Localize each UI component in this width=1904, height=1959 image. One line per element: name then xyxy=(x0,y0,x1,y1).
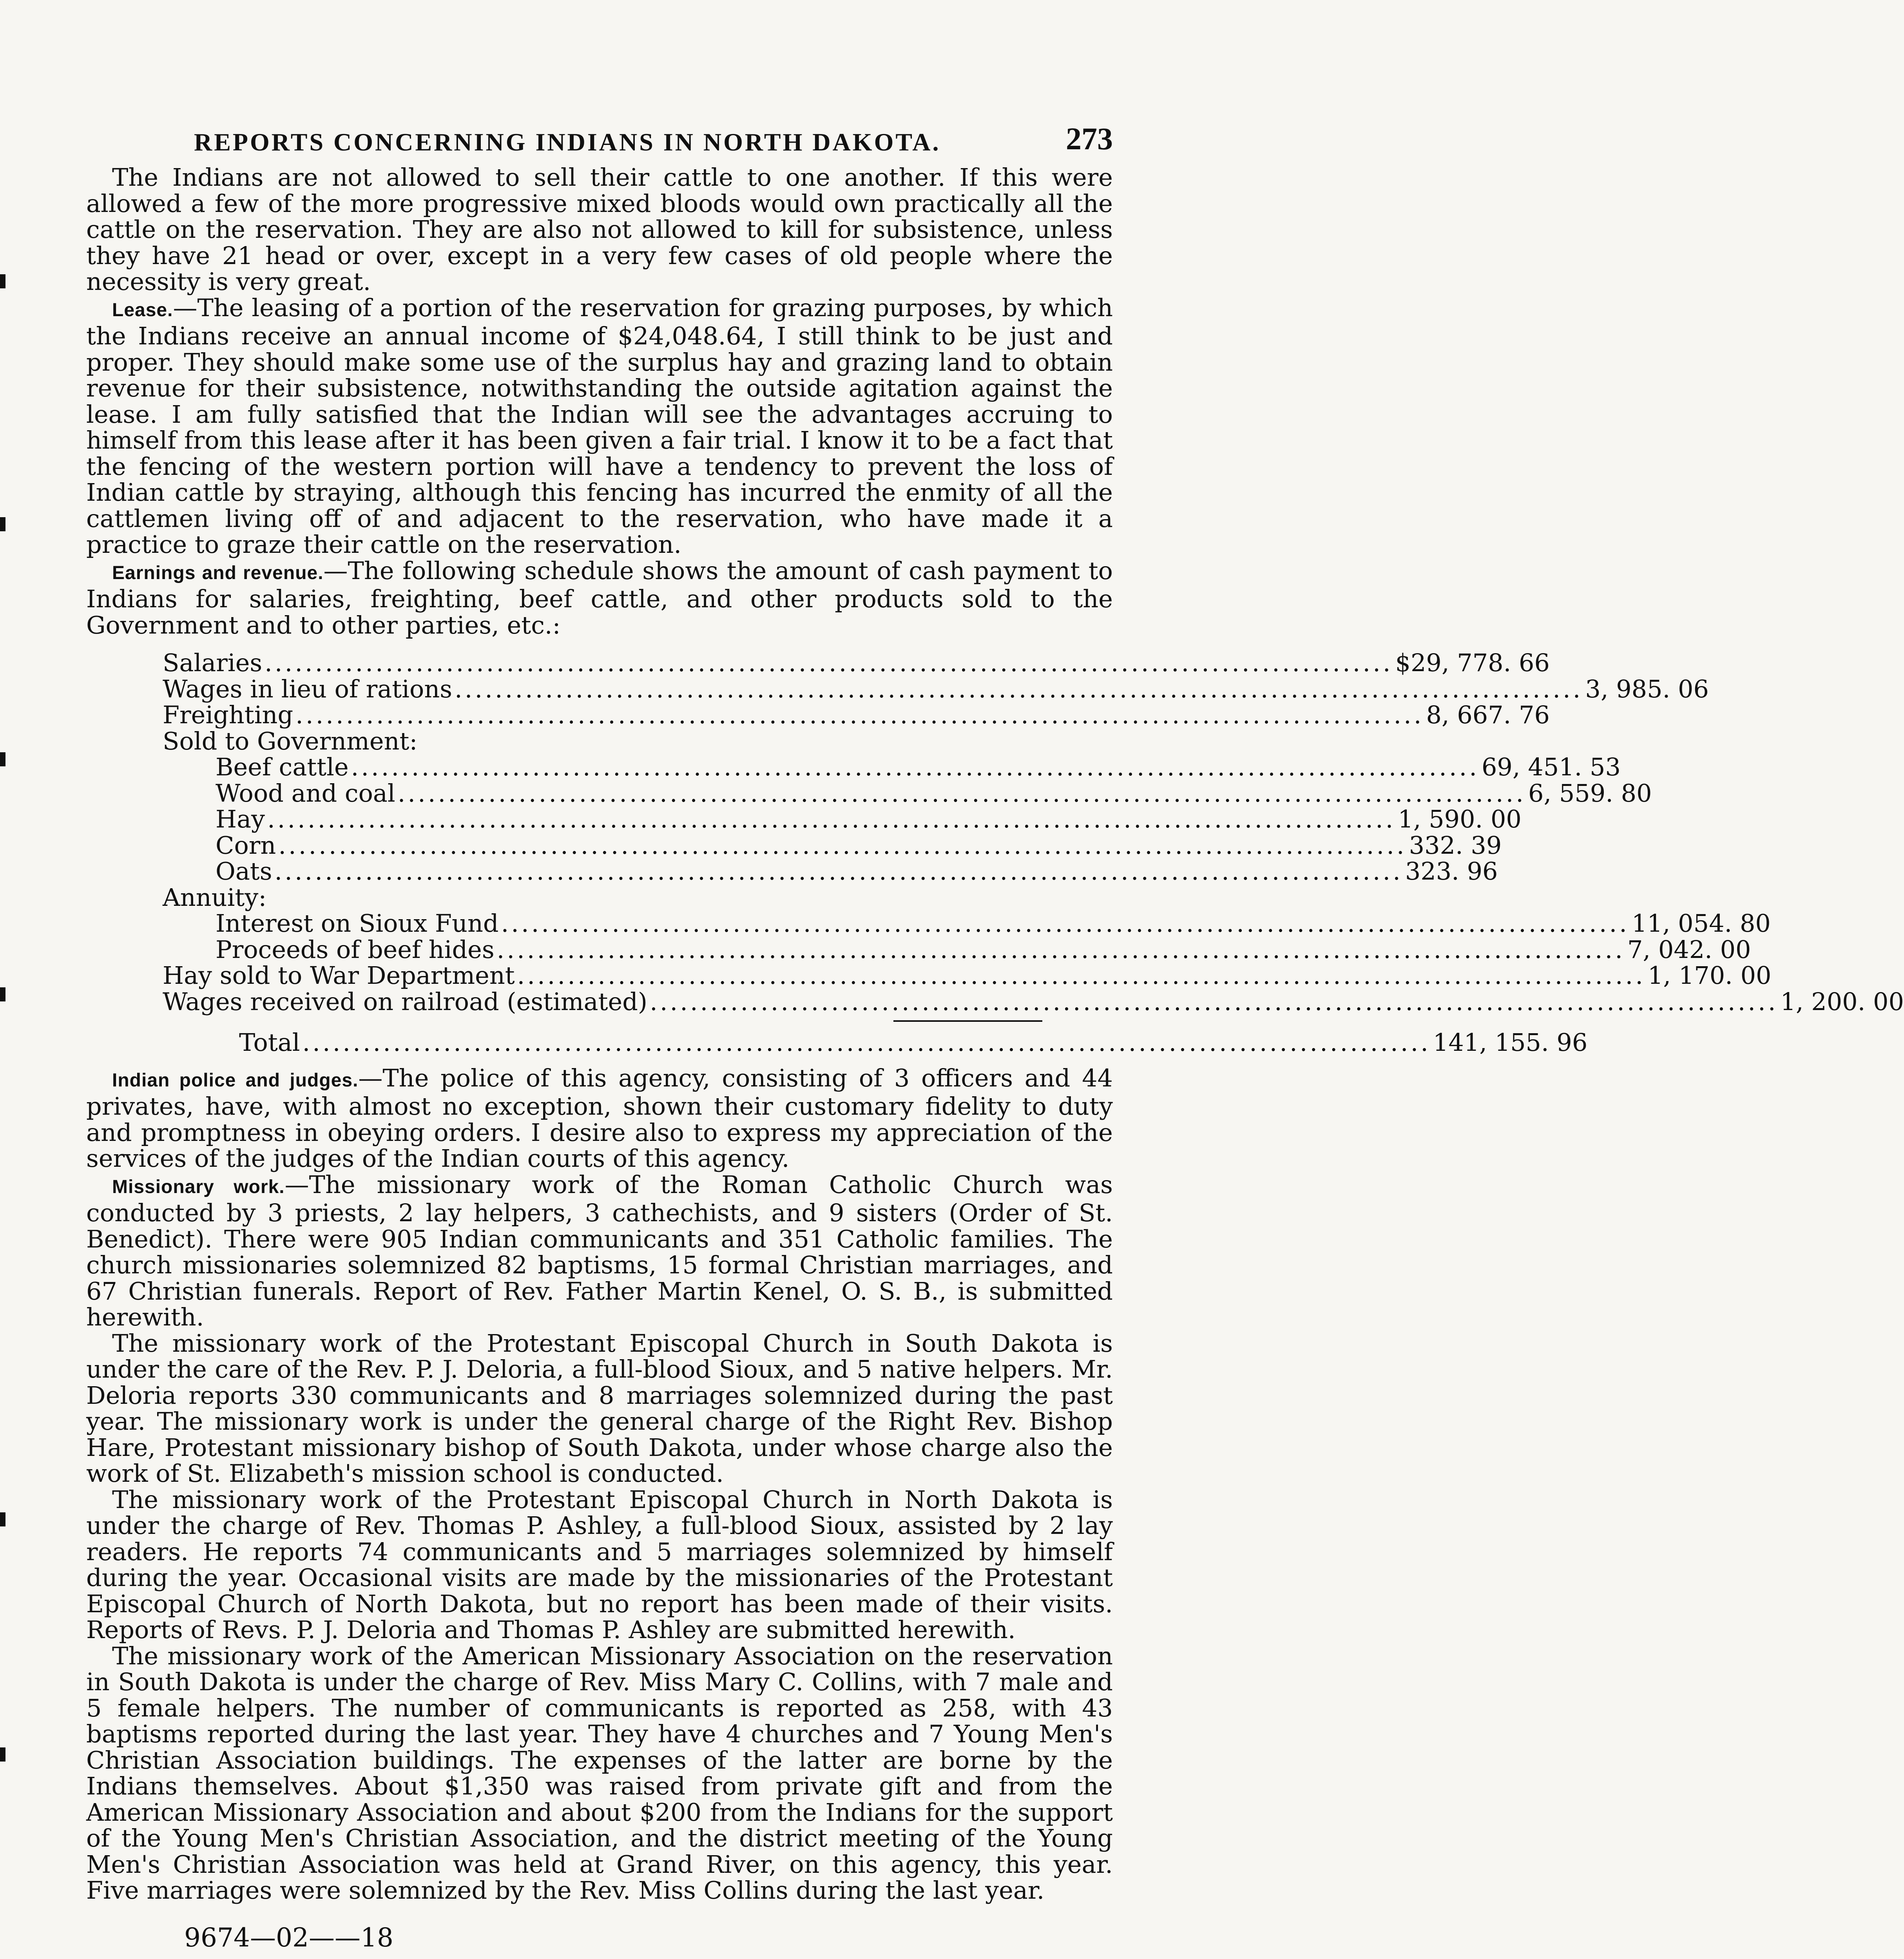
leader-dots: ................................................................................................................ xyxy=(517,961,1645,990)
schedule-value: 69, 451. 53 xyxy=(1481,753,1621,781)
section-heading-earnings: Earnings and revenue. xyxy=(112,562,324,583)
page-number: 273 xyxy=(1066,122,1113,156)
missionary-text: —The missionary work of the Roman Catholic Church was conducted by 3 priests, 2 lay helpers, 3 cathechists, and 9 sisters (Order of St. Benedict). There were 905 Indian communicants and 351 Catholic families. The church missionaries solemnized 82 baptisms, 15 formal Christian marriages, and 67 Christian funerals. Report of Rev. Father Martin Kenel, O. S. B., is submitted herewith. xyxy=(86,1170,1113,1331)
leader-dots: ................................................................................................................ xyxy=(264,648,1393,677)
schedule-label: Beef cattle xyxy=(216,753,349,781)
schedule-row xyxy=(216,753,1621,781)
schedule-label: Corn xyxy=(216,831,276,860)
schedule-label: Freighting xyxy=(163,701,293,729)
leader-dots: ................................................................................................................ xyxy=(267,805,1396,833)
leader-dots: ................................................................................................................ xyxy=(295,701,1424,729)
paragraph-missionary xyxy=(86,1172,1113,1331)
lease-text: —The leasing of a portion of the reservation for grazing purposes, by which the Indians receive an annual income of $24,048.64, I still think to be just and proper. They should make some use of the surplus hay and grazing land to obtain revenue for their subsistence, notwithstanding the outside agitation against the lease. I am fully satisfied that the Indian will see the advantages accruing to himself from this lease after it has been given a fair trial. I know it to be a fact that the fencing of the western portion will have a tendency to prevent the loss of Indian cattle by straying, although this fencing has incurred the enmity of all the cattlemen living off of and adjacent to the reservation, who have made it a practice to graze their cattle on the reservation. xyxy=(86,293,1113,559)
schedule-label: Wood and coal xyxy=(216,779,395,807)
paragraph-nd-episcopal: The missionary work of the Protestant Episcopal Church in North Dakota is under the charge of Rev. Thomas P. Ashley, a full-blood Sioux, assisted by 2 lay readers. He reports 74 communicants and 5 marriages solemnized by himself during the year. Occasional visits are made by the missionaries of the Protestant Episcopal Church of North Dakota, but no report has been made of their visits. Reports of Revs. P. J. Deloria and Thomas P. Ashley are submitted herewith. xyxy=(86,1485,1113,1644)
group-label: Sold to Government: xyxy=(163,726,418,755)
document-page xyxy=(86,121,1904,1953)
leader-dots: ................................................................................................................ xyxy=(496,935,1625,964)
leader-dots: ................................................................................................................ xyxy=(302,1028,1431,1057)
section-heading-lease: Lease. xyxy=(112,299,173,320)
schedule-total-row xyxy=(239,1028,1588,1057)
schedule-row xyxy=(216,805,1522,833)
schedule-label: Hay xyxy=(216,805,265,833)
paragraph-ama: The missionary work of the American Missionary Association on the reservation in South Dakota is under the charge of Rev. Miss Mary C. Collins, with 7 male and 5 female helpers. The number of communicants is reported as 258, with 43 baptisms reported during the last year. They have 4 churches and 7 Young Men's Christian Association buildings. The expenses of the latter are borne by the Indians themselves. About $1,350 was raised from private gift and from the American Missionary Association and about $200 from the Indians for the support of the Young Men's Christian Association, and the district meeting of the Young Men's Christian Association was held at Grand River, on this agency, this year. Five marriages were solemnized by the Rev. Miss Collins during the last year. xyxy=(86,1641,1113,1905)
schedule-value: 7, 042. 00 xyxy=(1627,935,1751,964)
schedule-value: 323. 96 xyxy=(1405,857,1498,885)
paragraph-cattle: The Indians are not allowed to sell their cattle to one another. If this were allowed a few of the more progressive mixed bloods would own practically all the cattle on the reservation. They are also not allowed to kill for subsistence, unless they have 21 head or over, except in a very few cases of old people where the necessity is very great. xyxy=(86,163,1113,296)
running-header xyxy=(86,121,1113,165)
schedule-row xyxy=(216,909,1771,938)
paragraph-lease xyxy=(86,295,1113,558)
total-rule xyxy=(893,1020,1042,1022)
schedule-value: 1, 170. 00 xyxy=(1647,961,1772,990)
schedule-value: $29, 778. 66 xyxy=(1395,648,1550,677)
earnings-schedule xyxy=(86,648,1904,1057)
schedule-value: 332. 39 xyxy=(1409,831,1502,860)
paragraph-police xyxy=(86,1065,1113,1172)
schedule-label: Oats xyxy=(216,857,272,885)
total-label: Total xyxy=(239,1028,300,1057)
schedule-label: Hay sold to War Department xyxy=(163,961,515,990)
schedule-label: Wages received on railroad (estimated) xyxy=(163,987,648,1016)
leader-dots: ................................................................................................................ xyxy=(650,987,1778,1016)
schedule-row xyxy=(163,961,1772,990)
paragraph-sd-episcopal: The missionary work of the Protestant Episcopal Church in South Dakota is under the care of the Rev. P. J. Deloria, a full-blood Sioux, and 5 native helpers. Mr. Deloria reports 330 communicants and 8 marriages solemnized during the past year. The missionary work is under the general charge of the Right Rev. Bishop Hare, Protestant missionary bishop of South Dakota, under whose charge also the work of St. Elizabeth's mission school is conducted. xyxy=(86,1329,1113,1488)
margin-mark xyxy=(0,517,5,531)
schedule-row xyxy=(216,779,1652,807)
leader-dots: ................................................................................................................ xyxy=(455,674,1583,703)
margin-mark xyxy=(0,987,5,1001)
schedule-row xyxy=(216,857,1498,885)
margin-mark xyxy=(0,1512,5,1526)
schedule-row xyxy=(163,648,1550,677)
leader-dots: ................................................................................................................ xyxy=(278,831,1407,860)
paragraph-earnings xyxy=(86,558,1113,639)
schedule-row xyxy=(216,831,1502,860)
section-heading-police: Indian police and judges. xyxy=(112,1070,359,1091)
schedule-value: 1, 200. 00 xyxy=(1780,987,1904,1016)
schedule-label: Interest on Sioux Fund xyxy=(216,909,499,938)
police-text: —The police of this agency, consisting of 3 officers and 44 privates, have, with almost no exception, shown their customary fidelity to duty and promptness in obeying orders. I desire also to express my appreciation of the services of the judges of the Indian courts of this agency. xyxy=(86,1063,1113,1173)
schedule-value: 3, 985. 06 xyxy=(1585,674,1709,703)
group-label: Annuity: xyxy=(163,883,267,912)
schedule-label: Proceeds of beef hides xyxy=(216,935,495,964)
leader-dots: ................................................................................................................ xyxy=(501,909,1629,938)
earnings-text: —The following schedule shows the amount of cash payment to Indians for salaries, freighting, beef cattle, and other products sold to the Government and to other parties, etc.: xyxy=(86,556,1113,639)
schedule-label: Salaries xyxy=(163,648,263,677)
schedule-value: 8, 667. 76 xyxy=(1426,701,1550,729)
schedule-group-label xyxy=(163,885,1113,911)
margin-mark xyxy=(0,752,5,766)
page-title: REPORTS CONCERNING INDIANS IN NORTH DAKOTA. xyxy=(194,128,941,156)
schedule-row xyxy=(163,987,1904,1016)
schedule-value: 1, 590. 00 xyxy=(1398,805,1522,833)
schedule-value: 11, 054. 80 xyxy=(1631,909,1771,938)
leader-dots: ................................................................................................................ xyxy=(274,857,1403,885)
total-value: 141, 155. 96 xyxy=(1433,1028,1588,1057)
schedule-label: Wages in lieu of rations xyxy=(163,674,453,703)
margin-mark xyxy=(0,274,5,288)
schedule-value: 6, 559. 80 xyxy=(1528,779,1652,807)
signature-footer: 9674—02——18 xyxy=(184,1922,393,1953)
leader-dots: ................................................................................................................ xyxy=(351,753,1479,781)
leader-dots: ................................................................................................................ xyxy=(397,779,1526,807)
schedule-group-label xyxy=(163,728,1113,755)
schedule-row xyxy=(163,701,1550,729)
section-heading-missionary: Missionary work. xyxy=(112,1176,285,1197)
margin-mark xyxy=(0,1747,5,1762)
schedule-row xyxy=(216,935,1751,964)
schedule-row xyxy=(163,674,1709,703)
